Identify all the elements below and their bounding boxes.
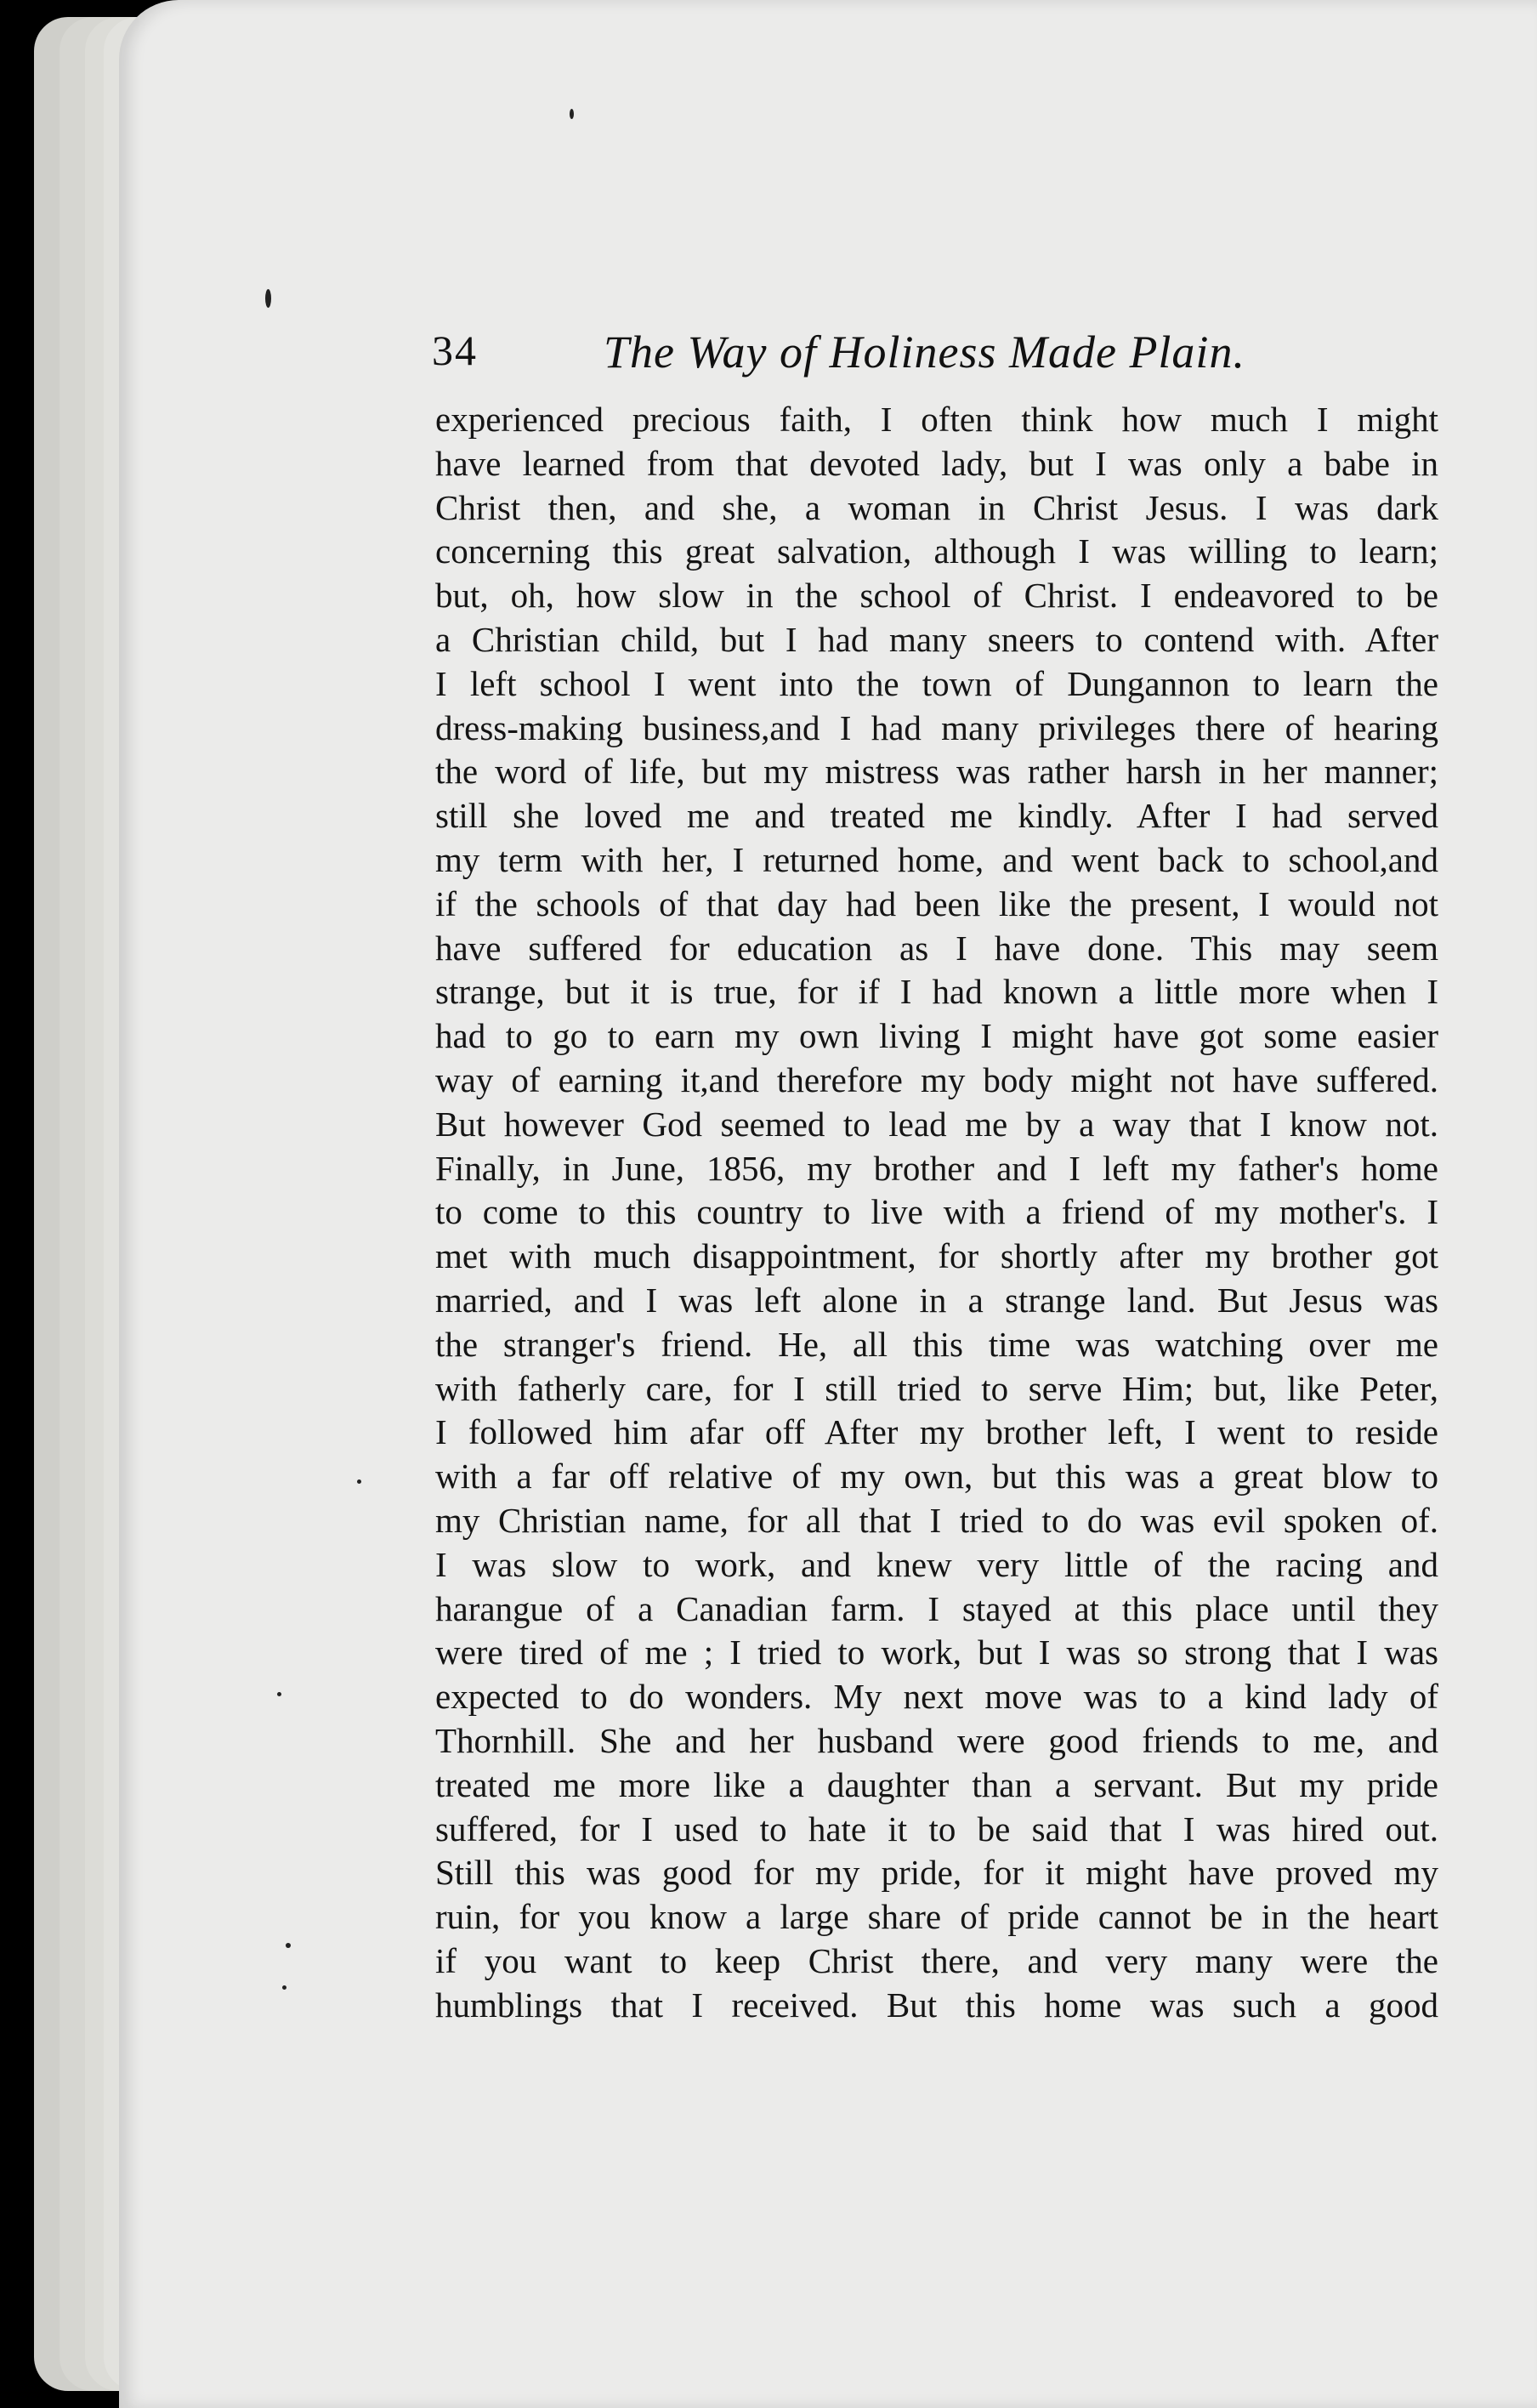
- text-line: my term with her, I returned home, and went back to school,and: [435, 839, 1438, 879]
- text-line: harangue of a Canadian farm. I stayed at this place until they: [435, 1588, 1438, 1628]
- text-line: experienced precious faith, I often think how much I might: [435, 400, 1438, 439]
- text-line: way of earning it,and therefore my body might not have suffered.: [435, 1059, 1438, 1099]
- ink-speck: [282, 1985, 286, 1990]
- text-line: if the schools of that day had been like the present, I would not: [435, 883, 1438, 923]
- text-line: I left school I went into the town of Dungannon to learn the: [435, 663, 1438, 703]
- text-line: dress-making business,and I had many privileges there of hearing: [435, 707, 1438, 747]
- text-line: a Christian child, but I had many sneers to contend with. After: [435, 619, 1438, 659]
- text-line: married, and I was left alone in a strange land. But Jesus was: [435, 1280, 1438, 1320]
- page-number: 34: [432, 327, 478, 374]
- ink-speck: [265, 289, 271, 308]
- text-line: have learned from that devoted lady, but I was only a babe in: [435, 443, 1438, 483]
- text-line: had to go to earn my own living I might have got some easier: [435, 1016, 1438, 1056]
- text-line: suffered, for I used to hate it to be said that I was hired out.: [435, 1809, 1438, 1849]
- text-line: still she loved me and treated me kindly. After I had served: [435, 796, 1438, 836]
- text-line: expected to do wonders. My next move was to a kind lady of: [435, 1677, 1438, 1717]
- text-line: strange, but it is true, for if I had known a little more when I: [435, 972, 1438, 1012]
- text-line: treated me more like a daughter than a servant. But my pride: [435, 1764, 1438, 1804]
- text-line: Thornhill. She and her husband were good friends to me, and: [435, 1720, 1438, 1760]
- text-line: Finally, in June, 1856, my brother and I left my father's home: [435, 1148, 1438, 1188]
- text-line: ruin, for you know a large share of pride cannot be in the heart: [435, 1897, 1438, 1937]
- text-line: the word of life, but my mistress was rather harsh in her manner;: [435, 752, 1438, 792]
- text-line: Still this was good for my pride, for it might have proved my: [435, 1853, 1438, 1893]
- body-text: [435, 398, 1438, 2027]
- text-line: But however God seemed to lead me by a way that I know not.: [435, 1104, 1438, 1144]
- text-line: humblings that I received. But this home was such a good: [435, 1985, 1438, 2025]
- text-line: met with much disappointment, for shortly after my brother got: [435, 1236, 1438, 1276]
- text-line: I followed him afar off After my brother left, I went to reside: [435, 1412, 1438, 1452]
- text-line: if you want to keep Christ there, and very many were the: [435, 1940, 1438, 1980]
- text-line: my Christian name, for all that I tried to do was evil spoken of.: [435, 1500, 1438, 1540]
- running-title: The Way of Holiness Made Plain.: [604, 327, 1245, 378]
- text-line: to come to this country to live with a friend of my mother's. I: [435, 1192, 1438, 1232]
- ink-speck: [277, 1692, 281, 1696]
- text-line: were tired of me ; I tried to work, but I was so strong that I was: [435, 1633, 1438, 1673]
- text-line: with fatherly care, for I still tried to serve Him; but, like Peter,: [435, 1368, 1438, 1408]
- ink-speck: [357, 1479, 361, 1484]
- ink-speck: [286, 1943, 291, 1948]
- text-line: Christ then, and she, a woman in Christ Jesus. I was dark: [435, 487, 1438, 527]
- text-line: I was slow to work, and knew very little of the racing and: [435, 1544, 1438, 1584]
- text-line: but, oh, how slow in the school of Christ. I endeavored to be: [435, 576, 1438, 616]
- text-line: have suffered for education as I have done. This may seem: [435, 928, 1438, 968]
- text-line: the stranger's friend. He, all this time was watching over me: [435, 1324, 1438, 1364]
- text-line: concerning this great salvation, although I was willing to learn;: [435, 531, 1438, 571]
- running-head: [432, 310, 1418, 395]
- text-line: with a far off relative of my own, but this was a great blow to: [435, 1457, 1438, 1496]
- ink-speck: [570, 109, 574, 119]
